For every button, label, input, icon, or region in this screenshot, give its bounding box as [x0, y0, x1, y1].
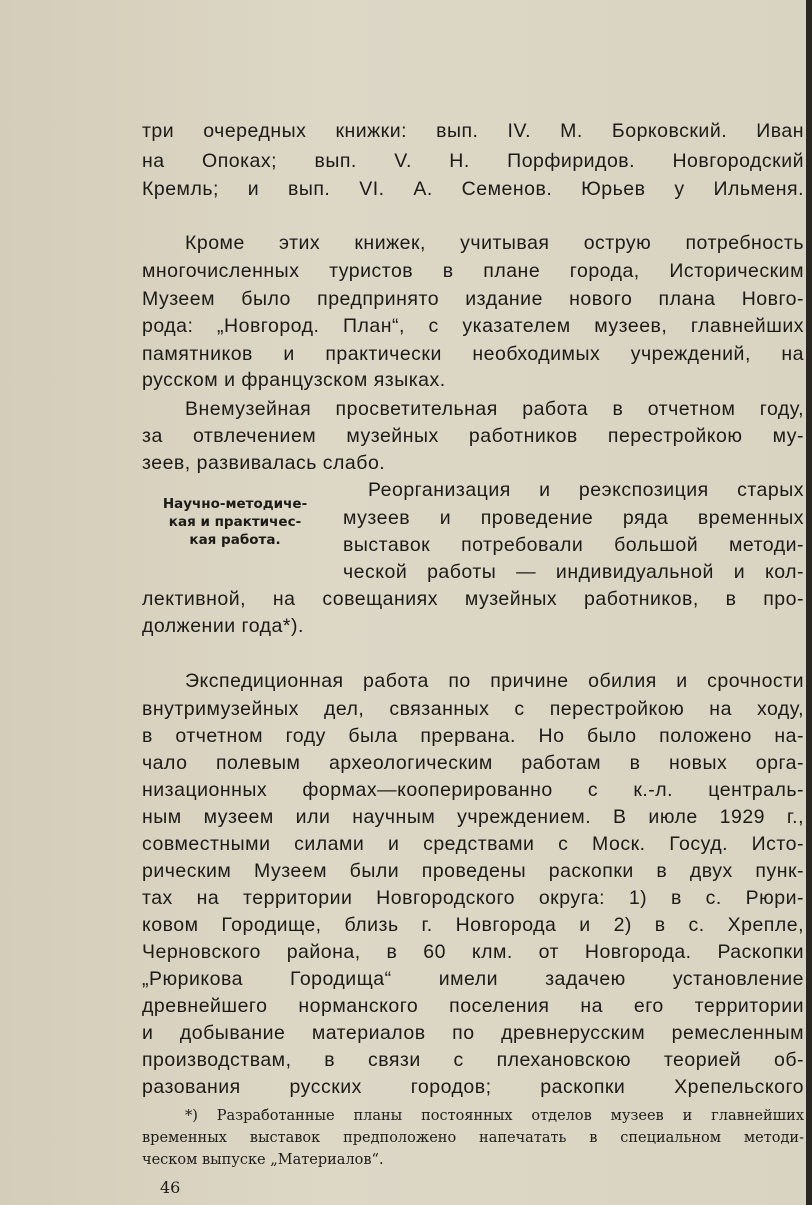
- text-line: ковом Городище, близь г. Новгорода и 2) в с. Хрепле,: [142, 914, 804, 936]
- page-number: 46: [160, 1178, 181, 1197]
- text-line: внутримузейных дел, связанных с перестройкою на ходу,: [142, 698, 804, 720]
- footnote-line: *) Разработанные планы постоянных отделов музеев и главнейших: [185, 1108, 804, 1124]
- text-line: Реорганизация и реэкспозиция старых: [368, 479, 804, 501]
- text-line: должении года*).: [142, 615, 304, 637]
- text-line: на Опоках; вып. V. Н. Порфиридов. Новгородский: [142, 150, 804, 172]
- text-line: музеев и проведение ряда временных: [343, 507, 804, 529]
- text-line: Кремль; и вып. VI. А. Семенов. Юрьев у Ильменя.: [142, 178, 804, 200]
- text-line: многочисленных туристов в плане города, Историческим: [142, 260, 804, 282]
- text-line: тах на территории Новгородского округа: 1) в с. Рюри-: [142, 887, 804, 909]
- text-line: русском и французском языках.: [142, 369, 446, 391]
- text-line: „Рюрикова Городища“ имели задачею установление: [142, 968, 804, 990]
- text-line: низационных формах—кооперированно с к.-л. централь-: [142, 779, 804, 801]
- text-line: рода: „Новгород. План“, с указателем музеев, главнейших: [142, 315, 804, 337]
- text-line: древнейшего норманского поселения на его территории: [142, 995, 804, 1017]
- text-line: и добывание материалов по древнерусским ремесленным: [142, 1022, 804, 1044]
- text-line: в отчетном году была прервана. Но было положено на-: [142, 725, 804, 747]
- text-line: выставок потребовали большой методи-: [343, 534, 804, 556]
- text-line: чало полевым археологическим работам в новых орга-: [142, 752, 804, 774]
- text-line: совместными силами и средствами с Моск. Госуд. Исто-: [142, 833, 804, 855]
- footnote-line: временных выставок предположено напечатать в специальном методи-: [142, 1130, 804, 1146]
- footnote-line: ческом выпуске „Материалов“.: [142, 1152, 384, 1168]
- text-line: рическим Музеем были проведены раскопки в двух пунк-: [142, 860, 804, 882]
- sidenote-line: кая и практичес-: [168, 514, 302, 530]
- text-line: лективной, на совещаниях музейных работников, в про-: [142, 588, 804, 610]
- text-line: Экспедиционная работа по причине обилия и срочности: [185, 670, 804, 692]
- text-line: ческой работы — индивидуальной и кол-: [343, 561, 804, 583]
- text-line: разования русских городов; раскопки Хрепельского: [142, 1076, 804, 1098]
- text-line: за отвлечением музейных работников перестройкою му-: [142, 425, 804, 447]
- sidenote-line: кая работа.: [189, 532, 281, 548]
- text-line: зеев, развивалась слабо.: [142, 452, 386, 474]
- text-line: Внемузейная просветительная работа в отчетном году,: [185, 398, 804, 420]
- text-line: ным музеем или научным учреждением. В июле 1929 г.,: [142, 806, 804, 828]
- text-line: Черновского района, в 60 клм. от Новгорода. Раскопки: [142, 941, 804, 963]
- text-line: три очередных книжки: вып. IV. М. Борковский. Иван: [142, 120, 804, 142]
- page-edge: [806, 0, 812, 1205]
- text-line: памятников и практически необходимых учреждений, на: [142, 343, 804, 365]
- sidenote-line: Научно-методиче-: [162, 496, 308, 512]
- text-line: производствам, в связи с плехановскою теорией об-: [142, 1049, 804, 1071]
- text-line: Музеем было предпринято издание нового плана Новго-: [142, 288, 804, 310]
- text-line: Кроме этих книжек, учитывая острую потребность: [185, 232, 804, 254]
